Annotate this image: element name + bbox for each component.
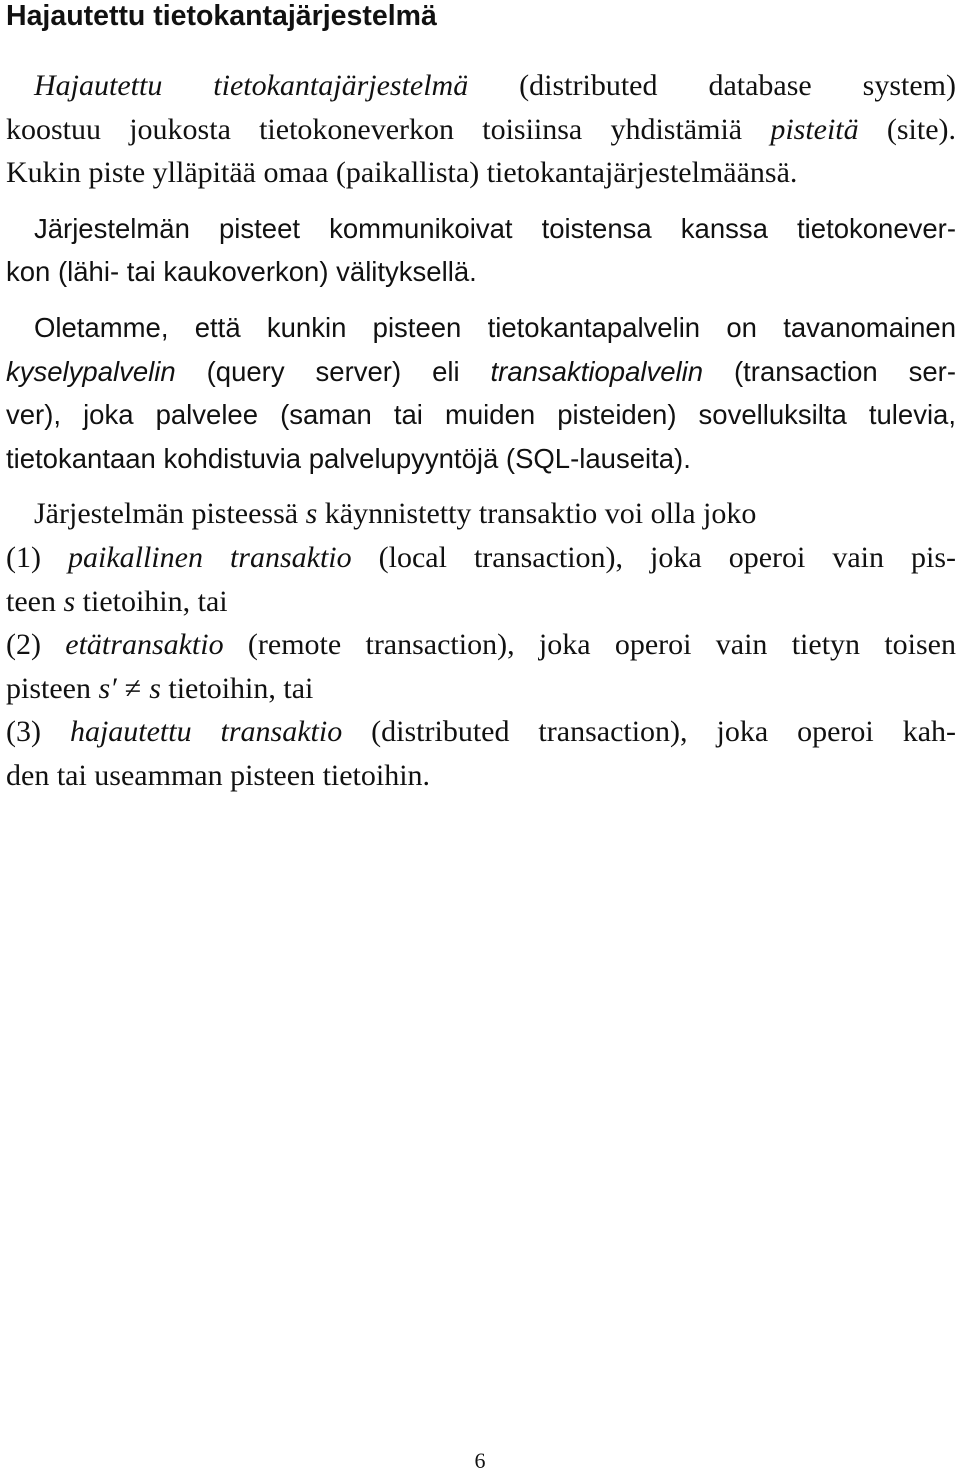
term-kyselypalvelin: kyselypalvelin [6,355,176,387]
text-line: kon (lähi- tai kaukoverkon) välityksellä. [6,256,477,288]
not-equal-symbol: ≠ [124,671,142,705]
term-pisteita: pisteitä [770,112,859,146]
list-item-local: (1) paikallinen transaktio (local transaction), joka operoi vain pis- [6,540,957,574]
paragraph-communication [6,207,956,294]
paragraph-definition [6,64,956,195]
math-variable-s-prime: s′ [98,671,117,705]
math-variable-s: s [63,584,76,618]
term-etatransaktio: etätransaktio [65,628,224,662]
text-line: Oletamme, että kunkin pisteen tietokantapalvelin on tavanomainen [34,311,956,343]
text-line: Kukin piste ylläpitää omaa (paikallista) tietokantajärjestelmäänsä. [6,156,798,190]
text-line: tietokantaan kohdistuvia palvelupyyntöjä (SQL-lauseita). [6,442,691,474]
paragraph-servers [6,306,956,480]
text-line: teen s tietoihin, tai [6,584,228,618]
term-transaktiopalvelin: transaktiopalvelin [490,355,704,387]
text-line: koostuu joukosta tietokoneverkon toisiinsa yhdistämiä pisteitä (site). [6,112,957,146]
paragraph-transaction-types [6,492,956,797]
term-hajautettu-transaktio: hajautettu transaktio [69,715,343,749]
list-item-remote: (2) etätransaktio (remote transaction), joka operoi vain tietyn toisen [6,628,956,662]
text-line: kyselypalvelin (query server) eli transaktiopalvelin (transaction ser- [6,355,956,387]
text-line: Järjestelmän pisteet kommunikoivat toistensa kanssa tietokonever- [34,212,956,244]
text-line: den tai useamman pisteen tietoihin. [6,758,431,792]
page-number: 6 [474,1448,486,1473]
math-variable-s: s [305,497,318,531]
text-line: ver), joka palvelee (saman tai muiden pisteiden) sovelluksilta tulevia, [6,399,956,431]
list-item-distributed: (3) hajautettu transaktio (distributed transaction), joka operoi kah- [6,715,956,749]
text-line: Järjestelmän pisteessä s käynnistetty transaktio voi olla joko [34,497,757,531]
document-body [6,64,956,798]
term-paikallinen-transaktio: paikallinen transaktio [67,540,352,574]
section-heading: Hajautettu tietokantajärjestelmä [6,0,437,32]
math-variable-s: s [149,671,161,705]
text-line: Hajautettu tietokantajärjestelmä (distributed database system) [34,69,956,102]
term-hajautettu-tietokantajarjestelma: Hajautettu tietokantajärjestelmä [34,69,469,102]
text-line: pisteen s′ ≠ s tietoihin, tai [6,671,314,705]
